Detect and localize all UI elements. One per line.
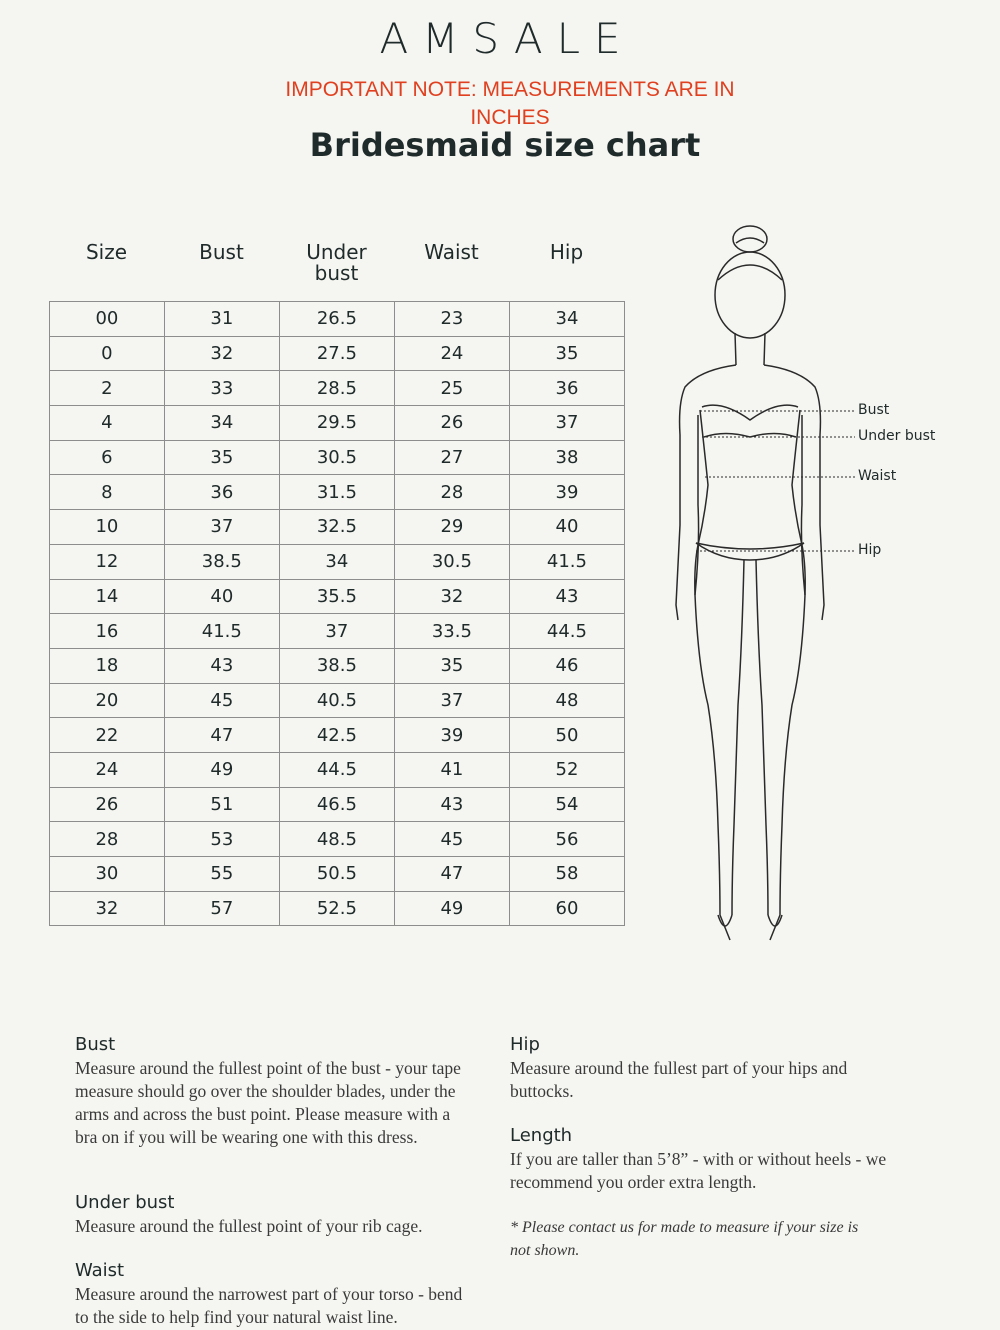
- guide-length-title: Length: [510, 1125, 573, 1146]
- cell-hip: 44.5: [509, 614, 624, 649]
- cell-bust: 47: [164, 718, 279, 753]
- cell-waist: 23: [394, 302, 509, 337]
- cell-bust: 36: [164, 475, 279, 510]
- cell-hip: 56: [509, 822, 624, 857]
- cell-size: 26: [50, 787, 165, 822]
- cell-bust: 43: [164, 648, 279, 683]
- column-header-waist: Waist: [424, 240, 479, 264]
- cell-under-bust: 32.5: [279, 510, 394, 545]
- cell-waist: 24: [394, 336, 509, 371]
- cell-bust: 32: [164, 336, 279, 371]
- cell-under-bust: 40.5: [279, 683, 394, 718]
- cell-under-bust: 48.5: [279, 822, 394, 857]
- cell-size: 30: [50, 857, 165, 892]
- cell-hip: 36: [509, 371, 624, 406]
- cell-waist: 28: [394, 475, 509, 510]
- cell-size: 18: [50, 648, 165, 683]
- table-row: [50, 718, 625, 753]
- guide-bust-title: Bust: [75, 1034, 116, 1055]
- page-title: Bridesmaid size chart: [309, 126, 701, 164]
- cell-bust: 57: [164, 891, 279, 926]
- cell-size: 14: [50, 579, 165, 614]
- cell-under-bust: 52.5: [279, 891, 394, 926]
- table-row: [50, 544, 625, 579]
- guide-waist-text: Measure around the narrowest part of your torso - bend to the side to help find your natural waist line.: [75, 1284, 463, 1327]
- cell-under-bust: 30.5: [279, 440, 394, 475]
- table-row: [50, 371, 625, 406]
- cell-hip: 46: [509, 648, 624, 683]
- table-row: [50, 822, 625, 857]
- guide-hip-text: Measure around the fullest part of your hips and buttocks.: [510, 1058, 848, 1101]
- cell-size: 10: [50, 510, 165, 545]
- cell-size: 12: [50, 544, 165, 579]
- cell-hip: 41.5: [509, 544, 624, 579]
- cell-hip: 37: [509, 406, 624, 441]
- table-row: [50, 683, 625, 718]
- cell-size: 32: [50, 891, 165, 926]
- cell-hip: 34: [509, 302, 624, 337]
- cell-waist: 29: [394, 510, 509, 545]
- cell-hip: 50: [509, 718, 624, 753]
- table-row: [50, 302, 625, 337]
- cell-bust: 33: [164, 371, 279, 406]
- guide-bust-text: Measure around the fullest point of the bust - your tape measure should go over the shoulder blades, under the arms and across the bust point. Please measure with a bra on if you will be wearing one with this dress.: [75, 1058, 461, 1147]
- column-header-size: Size: [85, 240, 128, 264]
- cell-size: 4: [50, 406, 165, 441]
- cell-hip: 48: [509, 683, 624, 718]
- cell-under-bust: 29.5: [279, 406, 394, 441]
- cell-under-bust: 26.5: [279, 302, 394, 337]
- cell-under-bust: 38.5: [279, 648, 394, 683]
- cell-bust: 49: [164, 752, 279, 787]
- cell-hip: 54: [509, 787, 624, 822]
- cell-under-bust: 44.5: [279, 752, 394, 787]
- cell-bust: 31: [164, 302, 279, 337]
- brand-logo: AMSALE: [379, 14, 635, 63]
- column-header-under-bust: Under bust: [306, 240, 367, 285]
- cell-waist: 45: [394, 822, 509, 857]
- cell-under-bust: 46.5: [279, 787, 394, 822]
- cell-hip: 60: [509, 891, 624, 926]
- guide-under-bust-text: Measure around the fullest point of your rib cage.: [75, 1216, 423, 1236]
- cell-hip: 38: [509, 440, 624, 475]
- cell-hip: 35: [509, 336, 624, 371]
- cell-waist: 37: [394, 683, 509, 718]
- table-row: [50, 440, 625, 475]
- cell-bust: 45: [164, 683, 279, 718]
- cell-waist: 47: [394, 857, 509, 892]
- cell-size: 6: [50, 440, 165, 475]
- cell-waist: 27: [394, 440, 509, 475]
- figure-label-bust: Bust: [858, 402, 890, 418]
- size-table: [49, 301, 625, 926]
- cell-size: 8: [50, 475, 165, 510]
- cell-under-bust: 27.5: [279, 336, 394, 371]
- cell-waist: 33.5: [394, 614, 509, 649]
- cell-hip: 40: [509, 510, 624, 545]
- table-row: [50, 336, 625, 371]
- cell-bust: 53: [164, 822, 279, 857]
- cell-waist: 35: [394, 648, 509, 683]
- guide-hip-title: Hip: [510, 1034, 540, 1055]
- table-row: [50, 648, 625, 683]
- guide-length-text: If you are taller than 5’8” - with or without heels - we recommend you order extra length.: [510, 1149, 887, 1192]
- figure-label-under-bust: Under bust: [858, 428, 936, 444]
- cell-waist: 26: [394, 406, 509, 441]
- cell-size: 16: [50, 614, 165, 649]
- table-row: [50, 891, 625, 926]
- table-row: [50, 787, 625, 822]
- important-note: IMPORTANT NOTE: MEASUREMENTS ARE IN INCHES: [285, 78, 735, 129]
- figure-label-waist: Waist: [858, 468, 897, 484]
- cell-under-bust: 50.5: [279, 857, 394, 892]
- cell-waist: 25: [394, 371, 509, 406]
- cell-waist: 30.5: [394, 544, 509, 579]
- cell-under-bust: 42.5: [279, 718, 394, 753]
- cell-size: 28: [50, 822, 165, 857]
- figure-label-hip: Hip: [858, 542, 882, 558]
- cell-hip: 58: [509, 857, 624, 892]
- cell-hip: 43: [509, 579, 624, 614]
- body-outline-illustration: [660, 225, 960, 945]
- table-row: [50, 752, 625, 787]
- table-row: [50, 614, 625, 649]
- cell-waist: 39: [394, 718, 509, 753]
- guide-waist-title: Waist: [75, 1260, 125, 1281]
- cell-bust: 40: [164, 579, 279, 614]
- cell-under-bust: 28.5: [279, 371, 394, 406]
- cell-size: 2: [50, 371, 165, 406]
- cell-size: 00: [50, 302, 165, 337]
- table-row: [50, 857, 625, 892]
- cell-size: 20: [50, 683, 165, 718]
- cell-under-bust: 37: [279, 614, 394, 649]
- cell-size: 22: [50, 718, 165, 753]
- table-row: [50, 406, 625, 441]
- cell-waist: 49: [394, 891, 509, 926]
- cell-bust: 34: [164, 406, 279, 441]
- cell-bust: 55: [164, 857, 279, 892]
- guide-under-bust-title: Under bust: [75, 1192, 175, 1213]
- cell-waist: 32: [394, 579, 509, 614]
- column-header-hip: Hip: [549, 240, 584, 264]
- cell-under-bust: 34: [279, 544, 394, 579]
- table-header: [49, 242, 624, 284]
- cell-waist: 43: [394, 787, 509, 822]
- table-row: [50, 475, 625, 510]
- cell-waist: 41: [394, 752, 509, 787]
- column-header-bust: Bust: [199, 240, 244, 264]
- table-row: [50, 579, 625, 614]
- cell-size: 0: [50, 336, 165, 371]
- cell-hip: 52: [509, 752, 624, 787]
- cell-bust: 51: [164, 787, 279, 822]
- body-measurement-figure: [660, 225, 960, 945]
- cell-bust: 35: [164, 440, 279, 475]
- table-row: [50, 510, 625, 545]
- cell-hip: 39: [509, 475, 624, 510]
- cell-under-bust: 35.5: [279, 579, 394, 614]
- cell-under-bust: 31.5: [279, 475, 394, 510]
- cell-bust: 38.5: [164, 544, 279, 579]
- guide-footnote: * Please contact us for made to measure if your size is not shown.: [510, 1219, 859, 1259]
- cell-size: 24: [50, 752, 165, 787]
- cell-bust: 37: [164, 510, 279, 545]
- cell-bust: 41.5: [164, 614, 279, 649]
